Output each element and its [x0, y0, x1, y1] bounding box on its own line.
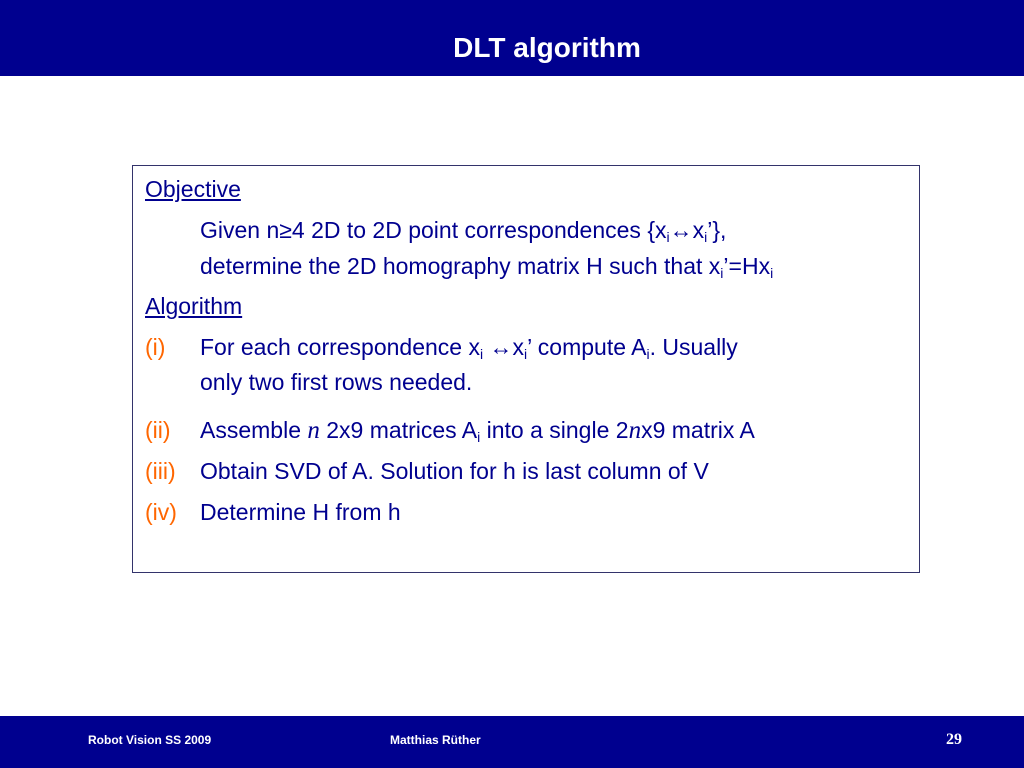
objective-heading: Objective [145, 176, 241, 202]
objective-line-1: Given n≥4 2D to 2D point correspondences $\{x_i\leftrightarrow x_i’\}$, [200, 217, 727, 245]
content-box [132, 165, 920, 573]
algorithm-heading: Algorithm [145, 293, 243, 319]
header-bar [0, 0, 1024, 76]
step-2: Assemble n 2x9 matrices $A_i$ into a single 2nx9 matrix A [200, 417, 755, 445]
footer-author: Matthias Rüther [390, 733, 481, 747]
footer-course: Robot Vision SS 2009 [88, 733, 212, 747]
step-1-line-2: only two first rows needed. [200, 369, 473, 395]
step-number-4: (iv) [145, 499, 177, 525]
page-number: 29 [946, 731, 962, 748]
step-number-2: (ii) [145, 417, 171, 443]
footer-bar [0, 716, 1024, 768]
step-3: Obtain SVD of A. Solution for h is last column of V [200, 458, 709, 484]
step-number-1: (i) [145, 334, 166, 360]
step-number-3: (iii) [145, 458, 176, 484]
step-1-line-1: For each correspondence $x_i$ $\leftrightarrow x_i$’ compute $A_i$. Usually [200, 334, 738, 362]
step-4: Determine H from h [200, 499, 401, 525]
slide-title: DLT algorithm [453, 32, 641, 63]
objective-line-2: determine the 2D homography matrix H such that $x_i’=Hx_i$ [200, 253, 774, 281]
